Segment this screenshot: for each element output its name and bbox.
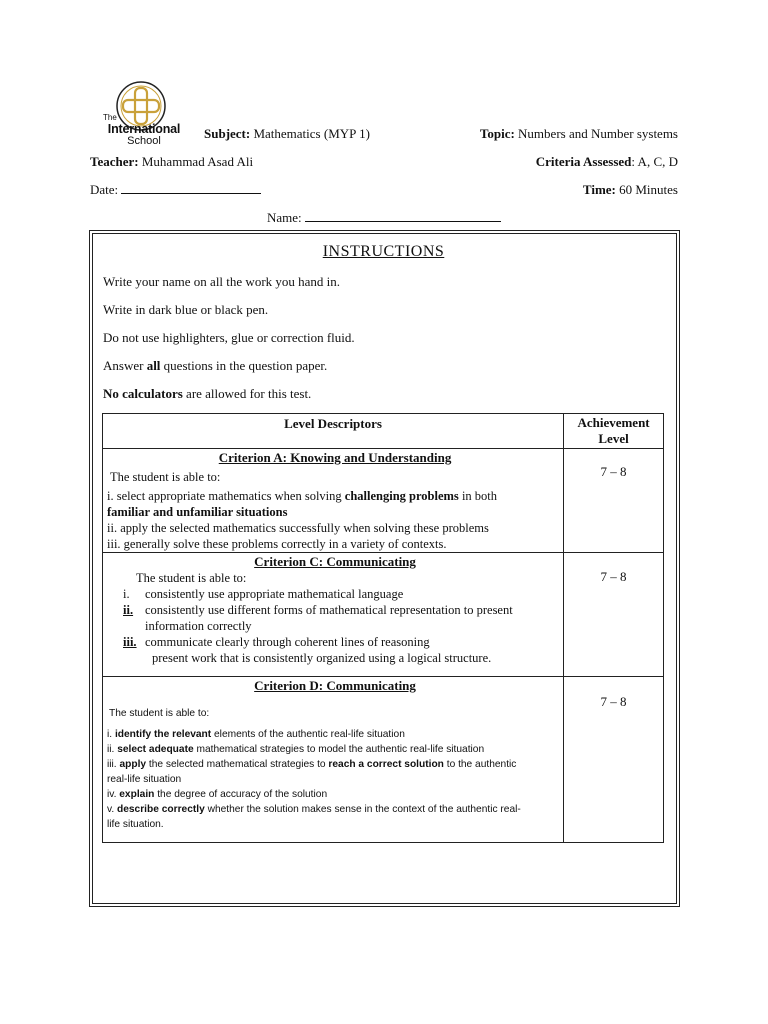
criterion-a-row [103,449,664,553]
date-field[interactable]: Date: [90,182,261,198]
criterion-a-level: 7 – 8 [564,449,664,553]
logo-line1: International [107,122,181,136]
time-field: Time: 60 Minutes [582,182,678,197]
instruction-line-4: Answer all questions in the question paper. [103,358,328,373]
logo-the: The [103,113,117,122]
criterion-c-row [103,553,664,677]
subject-field: Subject: Mathematics (MYP 1) [204,126,370,141]
table-header-row [103,414,664,449]
level-descriptor-table [102,413,664,843]
instruction-line-1: Write your name on all the work you hand in. [103,274,341,289]
criterion-a-title: Criterion A: Knowing and Understanding [218,450,452,465]
instructions-title: INSTRUCTIONS [322,243,445,260]
criterion-c-title: Criterion C: Communicating [254,554,416,569]
instruction-line-3: Do not use highlighters, glue or correction fluid. [103,330,355,345]
topic-field: Topic: Numbers and Number systems [479,126,678,141]
logo-line2: School [127,135,161,147]
header-achievement-level: Achievement Level [564,414,664,449]
instruction-line-5: No calculators are allowed for this test. [103,386,312,401]
criteria-field: Criteria Assessed: A, C, D [535,154,678,169]
header-level-descriptors: Level Descriptors [103,414,564,449]
teacher-field: Teacher: Muhammad Asad Ali [90,154,254,169]
criterion-a-descriptors: Criterion A: Knowing and Understanding The student is able to: i. select appropriate mathematics when solving challenging problems in both familiar and unfamiliar situations ii. apply the selected mathematics successfully when solving these problems iii. generally solve these problems correctly in a variety of contexts. [103,449,564,553]
criterion-c-level: 7 – 8 [564,553,664,677]
criterion-c-descriptors: Criterion C: Communicating The student is able to: i. consistently use appropriate mathematical language ii. consistently use different forms of mathematical representation to present information correctly iii. communicate clearly through coherent lines of reasoning present work that is consistently organized using a logical structure. [103,553,564,677]
criterion-d-row [103,677,664,843]
name-blank[interactable] [305,210,501,222]
date-blank[interactable] [121,182,261,194]
criterion-d-descriptors: Criterion D: Communicating The student is able to: i. identify the relevant elements of the authentic real-life situation ii. select adequate mathematical strategies to model the authentic real-life situation iii. apply the selected mathematical strategies to reach a correct solution to the authentic real-life situation iv. explain the degree of accuracy of the solution v. describe correctly whether the solution makes sense in the context of the authentic real- life situation. [103,677,564,843]
criterion-d-level: 7 – 8 [564,677,664,843]
name-field[interactable]: Name: [267,210,501,226]
instruction-line-2: Write in dark blue or black pen. [103,302,269,317]
criterion-d-title: Criterion D: Communicating [254,678,416,693]
